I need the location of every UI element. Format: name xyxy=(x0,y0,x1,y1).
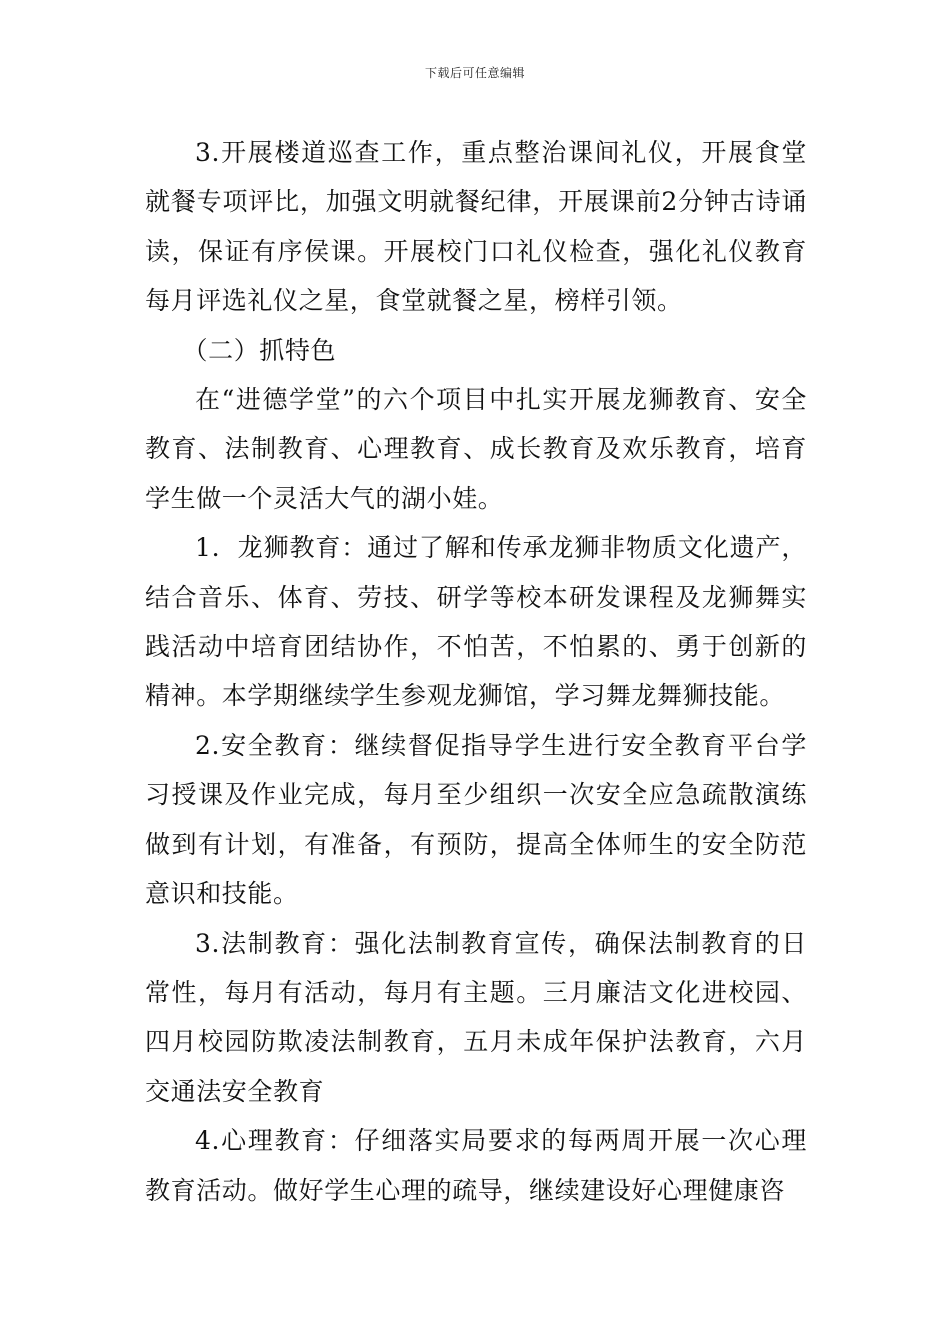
paragraph-etiquette-patrol: 3.开展楼道巡查工作，重点整治课间礼仪，开展食堂就餐专项评比，加强文明就餐纪律，开展课前2分钟古诗诵读，保证有序侯课。开展校门口礼仪检查，强化礼仪教育每月评选礼仪之星，食堂就餐之星，榜样引领。 xyxy=(145,138,807,316)
page-header: 下载后可任意编辑 xyxy=(424,66,525,80)
document-body xyxy=(145,128,807,1215)
section-heading-features: （二）抓特色 xyxy=(182,335,337,365)
paragraph-safety-education: 2.安全教育：继续督促指导学生进行安全教育平台学习授课及作业完成，每月至少组织一次安全应急疏散演练做到有计划，有准备，有预防，提高全体师生的安全防范意识和技能。 xyxy=(145,730,807,909)
paragraph-psychology-education: 4.心理教育：仔细落实局要求的每两周开展一次心理教育活动。做好学生心理的疏导，继续建设好心理健康咨 xyxy=(145,1126,807,1205)
paragraph-jinde-xuetang: 在“进德学堂”的六个项目中扎实开展龙狮教育、安全教育、法制教育、心理教育、成长教育及欢乐教育，培育学生做一个灵活大气的湖小娃。 xyxy=(145,385,807,513)
paragraph-legal-education: 3.法制教育：强化法制教育宣传，确保法制教育的日常性，每月有活动，每月有主题。三月廉洁文化进校园、四月校园防欺凌法制教育，五月未成年保护法教育，六月交通法安全教育 xyxy=(145,928,807,1106)
paragraph-dragon-lion-education: 1．龙狮教育：通过了解和传承龙狮非物质文化遗产，结合音乐、体育、劳技、研学等校本研发课程及龙狮舞实践活动中培育团结协作，不怕苦，不怕累的、勇于创新的精神。本学期继续学生参观龙狮馆，学习舞龙舞狮技能。 xyxy=(145,533,807,711)
